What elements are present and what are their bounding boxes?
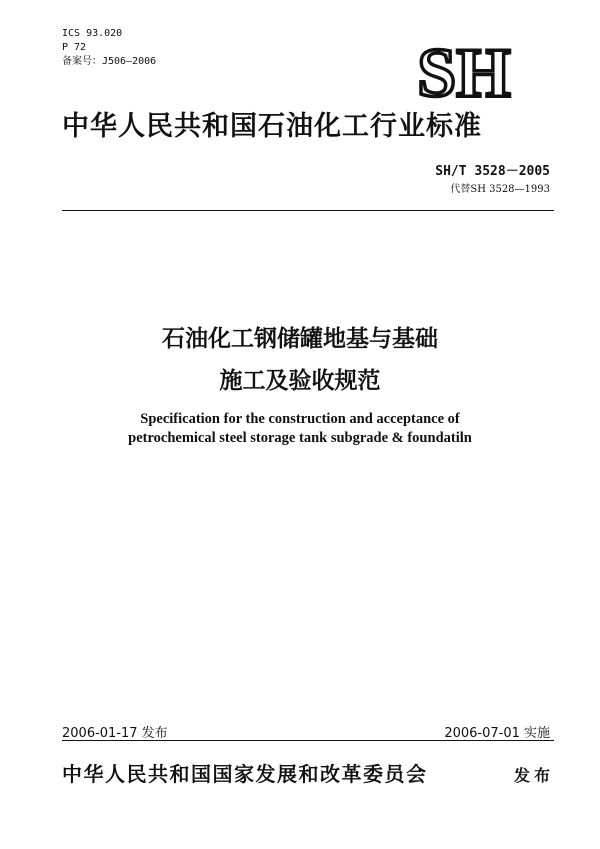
standard-number: SH/T 3528－2005 bbox=[435, 164, 550, 179]
classification-code: P 72 bbox=[62, 42, 87, 53]
chinese-title-line2: 施工及验收规范 bbox=[219, 368, 381, 394]
ics-code: ICS 93.020 bbox=[62, 28, 123, 39]
publisher-name: 中华人民共和国国家发展和改革委员会 bbox=[62, 762, 428, 786]
sh-logo-text: SH bbox=[417, 36, 511, 106]
implementation-date: 2006-07-01 实施 bbox=[444, 726, 550, 741]
industry-standard-title: 中华人民共和国石油化工行业标准 bbox=[62, 111, 482, 142]
bottom-divider bbox=[62, 740, 554, 741]
english-title-line2: petrochemical steel storage tank subgrade & foundatiln bbox=[128, 430, 472, 446]
replaces-standard: 代替SH 3528—1993 bbox=[450, 184, 550, 195]
sh-logo bbox=[392, 36, 537, 106]
english-title-line1: Specification for the construction and acceptance of bbox=[140, 411, 460, 427]
chinese-title-line1: 石油化工钢储罐地基与基础 bbox=[162, 326, 438, 352]
issue-date: 2006-01-17 发布 bbox=[62, 726, 168, 741]
top-divider bbox=[62, 210, 554, 211]
publish-label: 发布 bbox=[514, 766, 555, 785]
record-number: 备案号：J506—2006 bbox=[62, 56, 157, 67]
